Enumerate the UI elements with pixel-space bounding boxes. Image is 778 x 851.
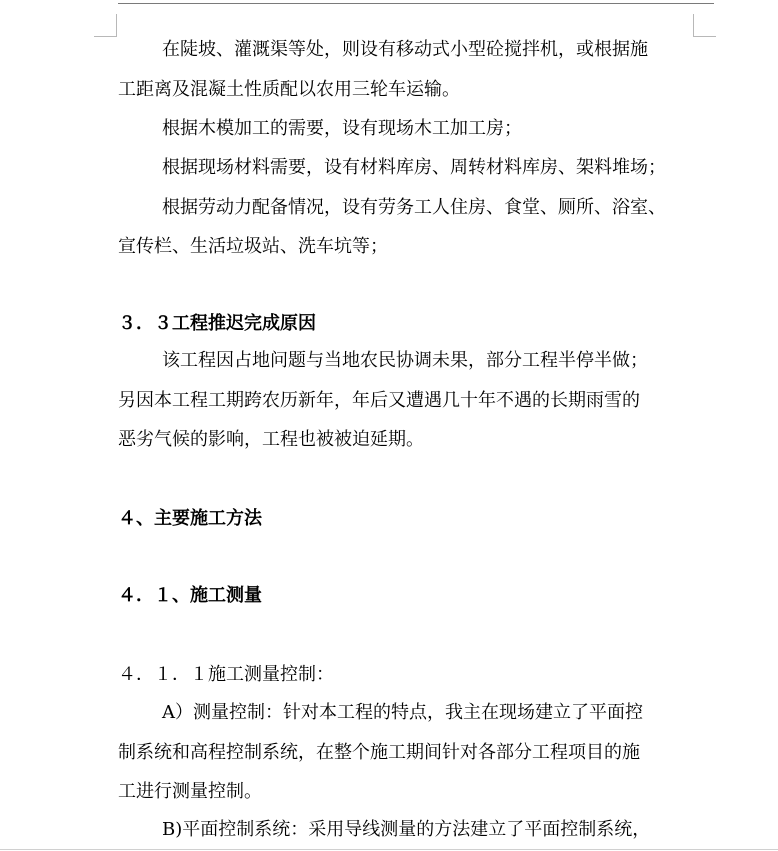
header-rule <box>118 3 714 4</box>
section-heading-4-1: ４．１、施工测量 <box>118 585 262 606</box>
paragraph-line: 在陡坡、灌溉渠等处，则设有移动式小型砼搅拌机，或根据施 <box>162 39 648 60</box>
section-heading-4: ４、主要施工方法 <box>118 508 262 529</box>
paragraph-line: 根据现场材料需要，设有材料库房、周转材料库房、架料堆场； <box>162 157 666 178</box>
paragraph-line: 制系统和高程控制系统，在整个施工期间针对各部分工程项目的施 <box>118 742 640 763</box>
paragraph-line: B)平面控制系统：采用导线测量的方法建立了平面控制系统， <box>162 819 651 840</box>
paragraph-line: 工距离及混凝土性质配以农用三轮车运输。 <box>118 79 460 100</box>
paragraph-line: 根据木模加工的需要，设有现场木工加工房； <box>162 118 522 139</box>
paragraph-line: 另因本工程工期跨农历新年，年后又遭遇几十年不遇的长期雨雪的 <box>118 390 640 411</box>
crop-mark-left <box>94 14 117 37</box>
paragraph-line: 宣传栏、生活垃圾站、洗车坑等； <box>118 236 388 257</box>
crop-mark-right <box>693 14 716 37</box>
page-indicator <box>590 0 672 2</box>
paragraph-line: 根据劳动力配备情况，设有劳务工人住房、食堂、厕所、浴室、 <box>162 197 666 218</box>
section-heading-3-3: ３．３工程推迟完成原因 <box>118 313 316 334</box>
page-bottom-edge <box>0 849 778 850</box>
section-heading-4-1-1: ４．１．１施工测量控制： <box>118 664 334 685</box>
paragraph-line: A）测量控制：针对本工程的特点，我主在现场建立了平面控 <box>162 702 643 723</box>
paragraph-line: 恶劣气候的影响，工程也被被迫延期。 <box>118 429 424 450</box>
paragraph-line: 该工程因占地问题与当地农民协调未果，部分工程半停半做； <box>162 350 648 371</box>
paragraph-line: 工进行测量控制。 <box>118 781 262 802</box>
